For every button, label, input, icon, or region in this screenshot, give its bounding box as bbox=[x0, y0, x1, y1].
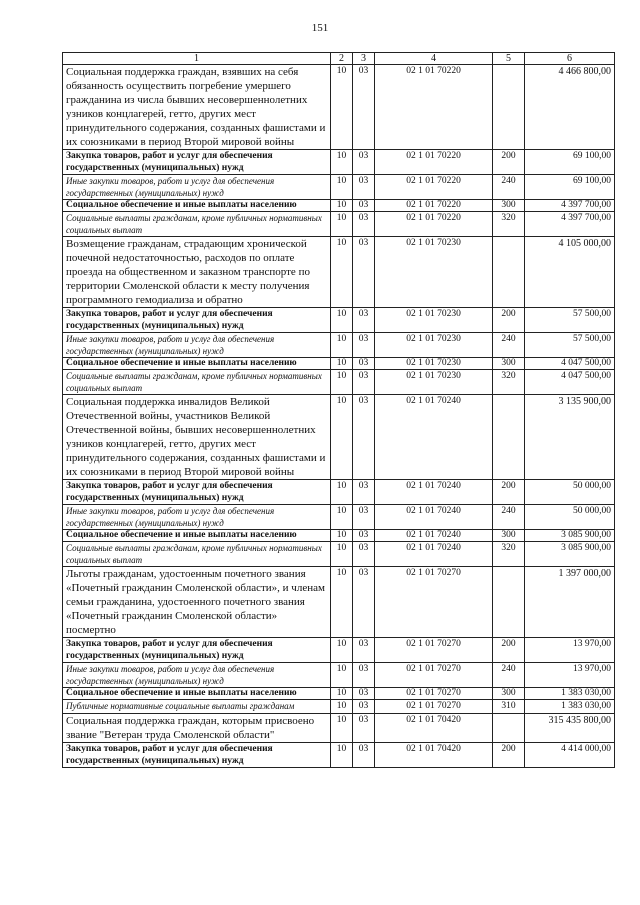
row-expense-type bbox=[493, 395, 525, 480]
row-amount: 1 383 030,00 bbox=[525, 700, 615, 714]
table-row bbox=[63, 480, 615, 505]
row-amount: 3 135 900,00 bbox=[525, 395, 615, 480]
row-section: 10 bbox=[331, 370, 353, 395]
row-expense-type: 200 bbox=[493, 308, 525, 333]
row-target-article: 02 1 01 70270 bbox=[375, 688, 493, 700]
row-subsection: 03 bbox=[353, 333, 375, 358]
row-description: Льготы гражданам, удостоенным почетного звания «Почетный гражданин Смоленской области», и членам семьи гражданина, удостоенного почетного звания «Почетный гражданин Смоленской области» посмертно bbox=[63, 567, 331, 638]
row-section: 10 bbox=[331, 175, 353, 200]
table-row bbox=[63, 542, 615, 567]
row-description: Социальная поддержка граждан, взявших на себя обязанность осуществить погребение умершего гражданина из числа бывших несовершеннолетних узников концлагерей, гетто, других мест принудительного содержания, созданных фашистами и их союзниками в период Второй мировой войны bbox=[63, 65, 331, 150]
row-subsection: 03 bbox=[353, 308, 375, 333]
row-expense-type: 240 bbox=[493, 663, 525, 688]
row-target-article: 02 1 01 70240 bbox=[375, 505, 493, 530]
row-amount: 1 397 000,00 bbox=[525, 567, 615, 638]
row-description: Социальные выплаты гражданам, кроме публичных нормативных социальных выплат bbox=[63, 542, 331, 567]
row-expense-type bbox=[493, 65, 525, 150]
table-row bbox=[63, 150, 615, 175]
row-target-article: 02 1 01 70220 bbox=[375, 200, 493, 212]
row-subsection: 03 bbox=[353, 743, 375, 768]
row-subsection: 03 bbox=[353, 567, 375, 638]
row-section: 10 bbox=[331, 395, 353, 480]
row-subsection: 03 bbox=[353, 638, 375, 663]
row-target-article: 02 1 01 70420 bbox=[375, 714, 493, 743]
row-description: Возмещение гражданам, страдающим хронической почечной недостаточностью, расходов по оплате проезда на общественном и заказном транспорте по территории Смоленской области к месту получения программного гемодиализа и обратно bbox=[63, 237, 331, 308]
row-subsection: 03 bbox=[353, 175, 375, 200]
row-expense-type: 320 bbox=[493, 542, 525, 567]
row-expense-type: 300 bbox=[493, 530, 525, 542]
row-target-article: 02 1 01 70230 bbox=[375, 237, 493, 308]
row-subsection: 03 bbox=[353, 237, 375, 308]
table-row bbox=[63, 175, 615, 200]
header-col-2: 2 bbox=[331, 53, 353, 65]
row-section: 10 bbox=[331, 688, 353, 700]
page-number: 151 bbox=[311, 22, 329, 34]
row-description: Социальная поддержка инвалидов Великой Отечественной войны, участников Великой Отечественной войны, бывших несовершеннолетних узников концлагерей, гетто, других мест принудительного содержания, созданных фашистами и их союзниками в период Второй мировой войны bbox=[63, 395, 331, 480]
row-expense-type: 200 bbox=[493, 150, 525, 175]
row-target-article: 02 1 01 70230 bbox=[375, 308, 493, 333]
row-description: Закупка товаров, работ и услуг для обеспечения государственных (муниципальных) нужд bbox=[63, 480, 331, 505]
row-description: Закупка товаров, работ и услуг для обеспечения государственных (муниципальных) нужд bbox=[63, 150, 331, 175]
row-amount: 57 500,00 bbox=[525, 308, 615, 333]
row-expense-type: 310 bbox=[493, 700, 525, 714]
row-target-article: 02 1 01 70230 bbox=[375, 333, 493, 358]
row-target-article: 02 1 01 70220 bbox=[375, 65, 493, 150]
table-row bbox=[63, 200, 615, 212]
header-col-1: 1 bbox=[63, 53, 331, 65]
row-target-article: 02 1 01 70270 bbox=[375, 567, 493, 638]
row-amount: 69 100,00 bbox=[525, 175, 615, 200]
row-section: 10 bbox=[331, 567, 353, 638]
row-amount: 315 435 800,00 bbox=[525, 714, 615, 743]
row-subsection: 03 bbox=[353, 663, 375, 688]
table-row bbox=[63, 65, 615, 150]
row-section: 10 bbox=[331, 663, 353, 688]
row-description: Социальные выплаты гражданам, кроме публичных нормативных социальных выплат bbox=[63, 212, 331, 237]
row-subsection: 03 bbox=[353, 505, 375, 530]
row-target-article: 02 1 01 70420 bbox=[375, 743, 493, 768]
row-expense-type: 300 bbox=[493, 688, 525, 700]
row-amount: 69 100,00 bbox=[525, 150, 615, 175]
table-row bbox=[63, 308, 615, 333]
row-expense-type: 200 bbox=[493, 638, 525, 663]
table-row bbox=[63, 688, 615, 700]
row-description: Социальное обеспечение и иные выплаты населению bbox=[63, 200, 331, 212]
row-target-article: 02 1 01 70220 bbox=[375, 175, 493, 200]
row-target-article: 02 1 01 70240 bbox=[375, 542, 493, 567]
table-row bbox=[63, 530, 615, 542]
row-description: Закупка товаров, работ и услуг для обеспечения государственных (муниципальных) нужд bbox=[63, 308, 331, 333]
table-row bbox=[63, 505, 615, 530]
row-target-article: 02 1 01 70240 bbox=[375, 395, 493, 480]
row-amount: 13 970,00 bbox=[525, 663, 615, 688]
row-description: Иные закупки товаров, работ и услуг для обеспечения государственных (муниципальных) нужд bbox=[63, 333, 331, 358]
row-section: 10 bbox=[331, 308, 353, 333]
row-description: Социальное обеспечение и иные выплаты населению bbox=[63, 688, 331, 700]
row-amount: 3 085 900,00 bbox=[525, 530, 615, 542]
row-section: 10 bbox=[331, 714, 353, 743]
row-subsection: 03 bbox=[353, 212, 375, 237]
row-target-article: 02 1 01 70240 bbox=[375, 480, 493, 505]
row-section: 10 bbox=[331, 700, 353, 714]
row-amount: 3 085 900,00 bbox=[525, 542, 615, 567]
row-target-article: 02 1 01 70230 bbox=[375, 370, 493, 395]
row-expense-type: 300 bbox=[493, 358, 525, 370]
row-amount: 4 397 700,00 bbox=[525, 200, 615, 212]
row-amount: 4 047 500,00 bbox=[525, 370, 615, 395]
table-row bbox=[63, 370, 615, 395]
row-section: 10 bbox=[331, 505, 353, 530]
row-expense-type: 320 bbox=[493, 370, 525, 395]
row-section: 10 bbox=[331, 200, 353, 212]
header-col-4: 4 bbox=[375, 53, 493, 65]
budget-table bbox=[62, 52, 615, 768]
row-subsection: 03 bbox=[353, 542, 375, 567]
row-section: 10 bbox=[331, 530, 353, 542]
row-amount: 13 970,00 bbox=[525, 638, 615, 663]
row-subsection: 03 bbox=[353, 530, 375, 542]
row-subsection: 03 bbox=[353, 480, 375, 505]
row-expense-type: 240 bbox=[493, 505, 525, 530]
row-subsection: 03 bbox=[353, 200, 375, 212]
row-amount: 4 105 000,00 bbox=[525, 237, 615, 308]
table-row bbox=[63, 395, 615, 480]
row-target-article: 02 1 01 70230 bbox=[375, 358, 493, 370]
table-row bbox=[63, 700, 615, 714]
header-col-3: 3 bbox=[353, 53, 375, 65]
row-description: Социальная поддержка граждан, которым присвоено звание "Ветеран труда Смоленской области" bbox=[63, 714, 331, 743]
table-row bbox=[63, 663, 615, 688]
row-expense-type: 200 bbox=[493, 480, 525, 505]
table-row bbox=[63, 212, 615, 237]
row-description: Социальное обеспечение и иные выплаты населению bbox=[63, 530, 331, 542]
row-subsection: 03 bbox=[353, 150, 375, 175]
row-section: 10 bbox=[331, 65, 353, 150]
row-section: 10 bbox=[331, 743, 353, 768]
table-row bbox=[63, 743, 615, 768]
table-row bbox=[63, 333, 615, 358]
row-expense-type: 240 bbox=[493, 333, 525, 358]
row-section: 10 bbox=[331, 542, 353, 567]
row-description: Закупка товаров, работ и услуг для обеспечения государственных (муниципальных) нужд bbox=[63, 638, 331, 663]
row-target-article: 02 1 01 70240 bbox=[375, 530, 493, 542]
row-description: Иные закупки товаров, работ и услуг для обеспечения государственных (муниципальных) нужд bbox=[63, 663, 331, 688]
row-description: Закупка товаров, работ и услуг для обеспечения государственных (муниципальных) нужд bbox=[63, 743, 331, 768]
row-expense-type: 200 bbox=[493, 743, 525, 768]
row-target-article: 02 1 01 70270 bbox=[375, 663, 493, 688]
row-amount: 4 047 500,00 bbox=[525, 358, 615, 370]
row-amount: 1 383 030,00 bbox=[525, 688, 615, 700]
header-row bbox=[63, 53, 615, 65]
row-amount: 50 000,00 bbox=[525, 505, 615, 530]
row-expense-type: 240 bbox=[493, 175, 525, 200]
row-expense-type: 300 bbox=[493, 200, 525, 212]
row-expense-type bbox=[493, 714, 525, 743]
row-description: Социальное обеспечение и иные выплаты населению bbox=[63, 358, 331, 370]
row-subsection: 03 bbox=[353, 714, 375, 743]
row-target-article: 02 1 01 70270 bbox=[375, 638, 493, 663]
table-row bbox=[63, 714, 615, 743]
row-subsection: 03 bbox=[353, 395, 375, 480]
row-description: Публичные нормативные социальные выплаты гражданам bbox=[63, 700, 331, 714]
row-amount: 4 414 000,00 bbox=[525, 743, 615, 768]
row-expense-type bbox=[493, 237, 525, 308]
row-subsection: 03 bbox=[353, 700, 375, 714]
table-row bbox=[63, 237, 615, 308]
row-description: Социальные выплаты гражданам, кроме публичных нормативных социальных выплат bbox=[63, 370, 331, 395]
row-subsection: 03 bbox=[353, 358, 375, 370]
row-description: Иные закупки товаров, работ и услуг для обеспечения государственных (муниципальных) нужд bbox=[63, 505, 331, 530]
row-section: 10 bbox=[331, 358, 353, 370]
row-section: 10 bbox=[331, 638, 353, 663]
table-row bbox=[63, 358, 615, 370]
row-subsection: 03 bbox=[353, 370, 375, 395]
row-expense-type: 320 bbox=[493, 212, 525, 237]
table-row bbox=[63, 638, 615, 663]
row-target-article: 02 1 01 70270 bbox=[375, 700, 493, 714]
row-section: 10 bbox=[331, 333, 353, 358]
row-expense-type bbox=[493, 567, 525, 638]
table-row bbox=[63, 567, 615, 638]
row-section: 10 bbox=[331, 237, 353, 308]
header-col-6: 6 bbox=[525, 53, 615, 65]
row-description: Иные закупки товаров, работ и услуг для обеспечения государственных (муниципальных) нужд bbox=[63, 175, 331, 200]
row-subsection: 03 bbox=[353, 688, 375, 700]
row-amount: 4 397 700,00 bbox=[525, 212, 615, 237]
header-col-5: 5 bbox=[493, 53, 525, 65]
row-target-article: 02 1 01 70220 bbox=[375, 212, 493, 237]
row-subsection: 03 bbox=[353, 65, 375, 150]
row-target-article: 02 1 01 70220 bbox=[375, 150, 493, 175]
row-section: 10 bbox=[331, 212, 353, 237]
row-amount: 4 466 800,00 bbox=[525, 65, 615, 150]
row-section: 10 bbox=[331, 150, 353, 175]
row-amount: 50 000,00 bbox=[525, 480, 615, 505]
row-section: 10 bbox=[331, 480, 353, 505]
row-amount: 57 500,00 bbox=[525, 333, 615, 358]
